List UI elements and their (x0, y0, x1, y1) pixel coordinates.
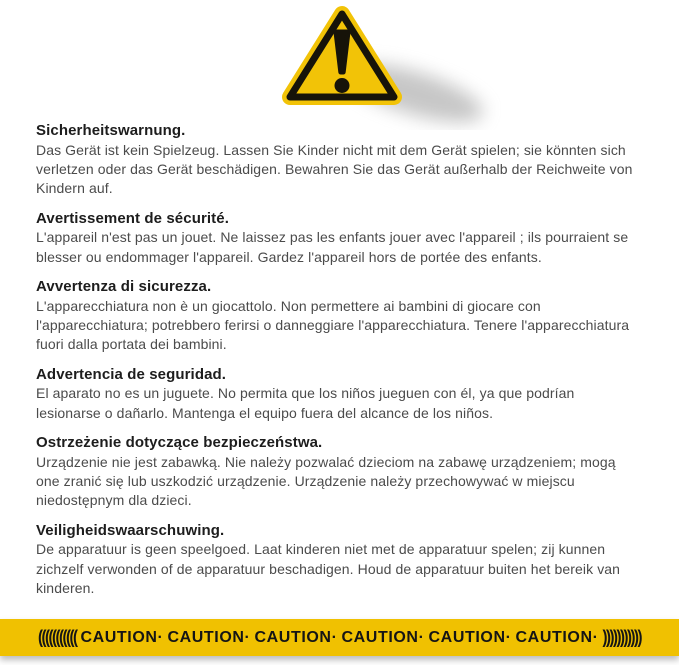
caution-label: CAUTION· (254, 628, 338, 646)
warning-section-german (36, 121, 643, 199)
warning-section-italian (36, 277, 643, 355)
warning-section-french (36, 209, 643, 267)
section-heading-italian: Avvertenza di sicurezza. (36, 278, 212, 296)
caution-label: CAUTION· (515, 628, 599, 646)
warning-section-dutch (36, 521, 643, 599)
section-heading-german: Sicherheitswarnung. (36, 122, 186, 139)
section-body-italian: L'apparecchiatura non è un giocattolo. Non permettere ai bambini di giocare con l'apparecchiatura; potrebbero ferirsi o danneggiare l'apparecchiatura. Tenere l'apparecchiatura fuori dalla portata dei bambini. (36, 297, 630, 353)
section-body-dutch: De apparatuur is geen speelgoed. Laat kinderen niet met de apparatuur spelen; zij kunnen zichzelf verwonden of de apparatuur beschadigen. Houd de apparatuur buiten het bereik van kinderen. (36, 541, 621, 597)
caution-label: CAUTION· (167, 628, 251, 646)
section-body-german: Das Gerät ist kein Spielzeug. Lassen Sie Kinder nicht mit dem Gerät spielen; sie könnten sich verletzen oder das Gerät beschädigen. Bewahren Sie das Gerät außerhalb der Reichweite von Kindern auf. (36, 141, 633, 197)
left-chevrons-icon: ((((((((((( (38, 626, 77, 649)
exclamation-mark-icon (336, 32, 348, 72)
caution-tape-banner (0, 619, 679, 656)
section-heading-dutch: Veiligheidswaarschuwing. (36, 521, 225, 539)
section-body-french: L'appareil n'est pas un jouet. Ne laissez pas les enfants jouer avec l'appareil ; ils pourraient se blesser ou endommager l'appareil. Gardez l'appareil hors de portée des enfants. (36, 229, 629, 265)
caution-label: CAUTION· (80, 628, 164, 646)
right-chevrons-icon: ))))))))))) (602, 626, 641, 649)
caution-label: CAUTION· (341, 628, 425, 646)
warning-triangle-svg (276, 0, 501, 130)
warnings-list (36, 121, 643, 609)
section-heading-french: Avertissement de sécurité. (36, 209, 229, 227)
warning-section-spanish (36, 365, 643, 423)
exclamation-dot (335, 78, 350, 93)
caution-label: CAUTION· (428, 628, 512, 646)
warning-section-polish (36, 433, 643, 511)
section-heading-polish: Ostrzeżenie dotyczące bezpieczeństwa. (36, 434, 323, 452)
section-body-polish: Urządzenie nie jest zabawką. Nie należy pozwalać dzieciom na zabawę urządzeniem; mogą one zranić się lub uszkodzić urządzenie. Urządzenie należy przechowywać w miejscu niedostępnym dla dzieci. (36, 453, 616, 509)
section-body-spanish: El aparato no es un juguete. No permita que los niños jueguen con él, ya que podrían lesionarse o dañarlo. Mantenga el equipo fuera del alcance de los niños. (36, 385, 575, 421)
warning-triangle-icon (276, 0, 501, 130)
section-heading-spanish: Advertencia de seguridad. (36, 365, 227, 383)
